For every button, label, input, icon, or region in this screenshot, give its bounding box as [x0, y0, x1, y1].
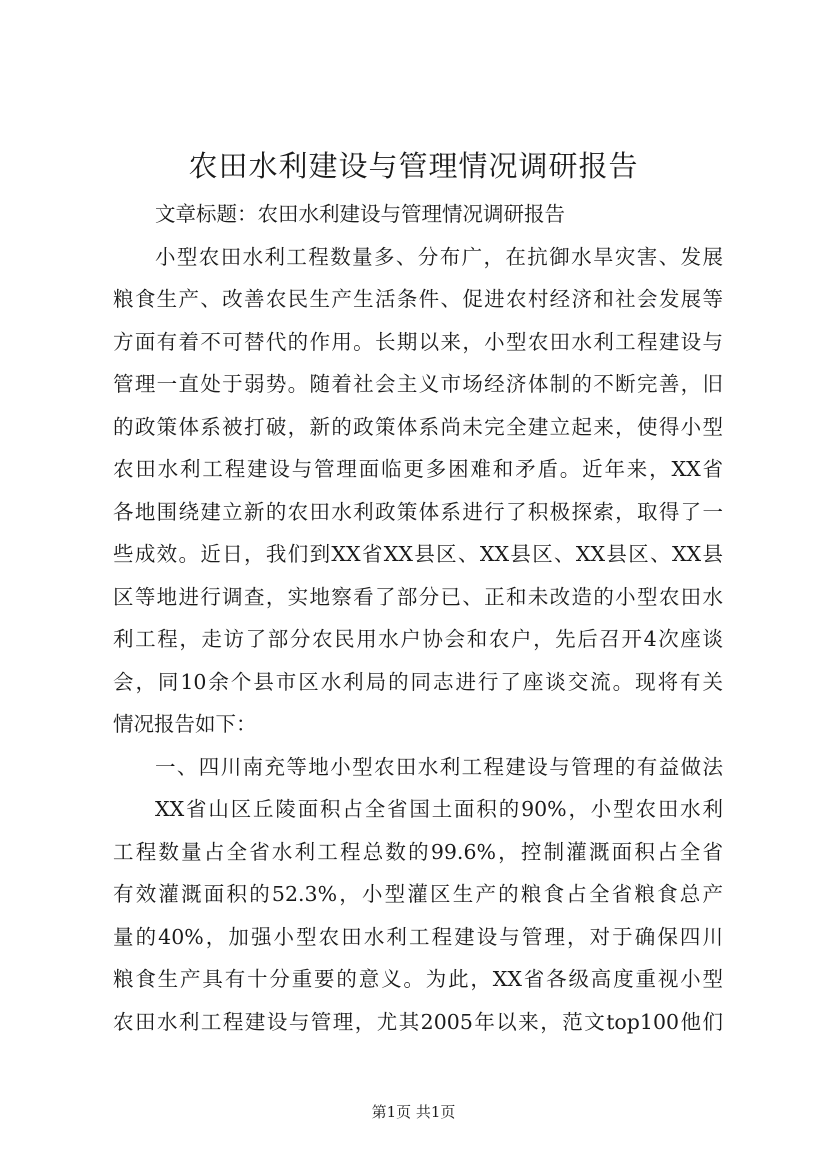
text-line: XX省山区丘陵面积占全省国土面积的90%，小型农田水利	[155, 797, 723, 821]
text-line: 有效灌溉面积的52.3%，小型灌区生产的粮食占全省粮食总产	[113, 882, 723, 906]
text-line: 些成效。近日，我们到XX省XX县区、XX县区、XX县区、XX县	[113, 542, 723, 566]
text-line: 工程数量占全省水利工程总数的99.6%，控制灌溉面积占全省	[113, 839, 723, 864]
text-line: 量的40%，加强小型农田水利工程建设与管理，对于确保四川	[113, 924, 723, 949]
text-line: 一、四川南充等地小型农田水利工程建设与管理的有益做法	[155, 754, 723, 779]
text-line: 小型农田水利工程数量多、分布广，在抗御水旱灾害、发展	[155, 244, 723, 269]
document-body	[113, 193, 723, 1043]
text-line: 文章标题：农田水利建设与管理情况调研报告	[155, 202, 565, 226]
text-line: 会，同10余个县市区水利局的同志进行了座谈交流。现将有关	[113, 669, 723, 694]
text-line: 情况报告如下：	[113, 712, 257, 736]
text-line: 方面有着不可替代的作用。长期以来，小型农田水利工程建设与	[113, 329, 723, 354]
page-footer: 第1页 共1页	[371, 1103, 456, 1121]
text-line: 的政策体系被打破，新的政策体系尚未完全建立起来，使得小型	[113, 414, 723, 439]
page-title: 农田水利建设与管理情况调研报告	[188, 149, 639, 183]
text-line: 粮食生产、改善农民生产生活条件、促进农村经济和社会发展等	[113, 287, 723, 311]
text-line: 粮食生产具有十分重要的意义。为此，XX省各级高度重视小型	[113, 967, 723, 991]
text-line: 农田水利工程建设与管理面临更多困难和矛盾。近年来，XX省	[113, 457, 723, 481]
text-line: 各地围绕建立新的农田水利政策体系进行了积极探索，取得了一	[113, 499, 723, 524]
text-line: 农田水利工程建设与管理，尤其2005年以来，范文top100他们	[113, 1009, 723, 1034]
text-line: 区等地进行调查，实地察看了部分已、正和未改造的小型农田水	[113, 584, 723, 609]
text-line: 管理一直处于弱势。随着社会主义市场经济体制的不断完善，旧	[113, 372, 723, 396]
text-line: 利工程，走访了部分农民用水户协会和农户，先后召开4次座谈	[113, 627, 723, 651]
